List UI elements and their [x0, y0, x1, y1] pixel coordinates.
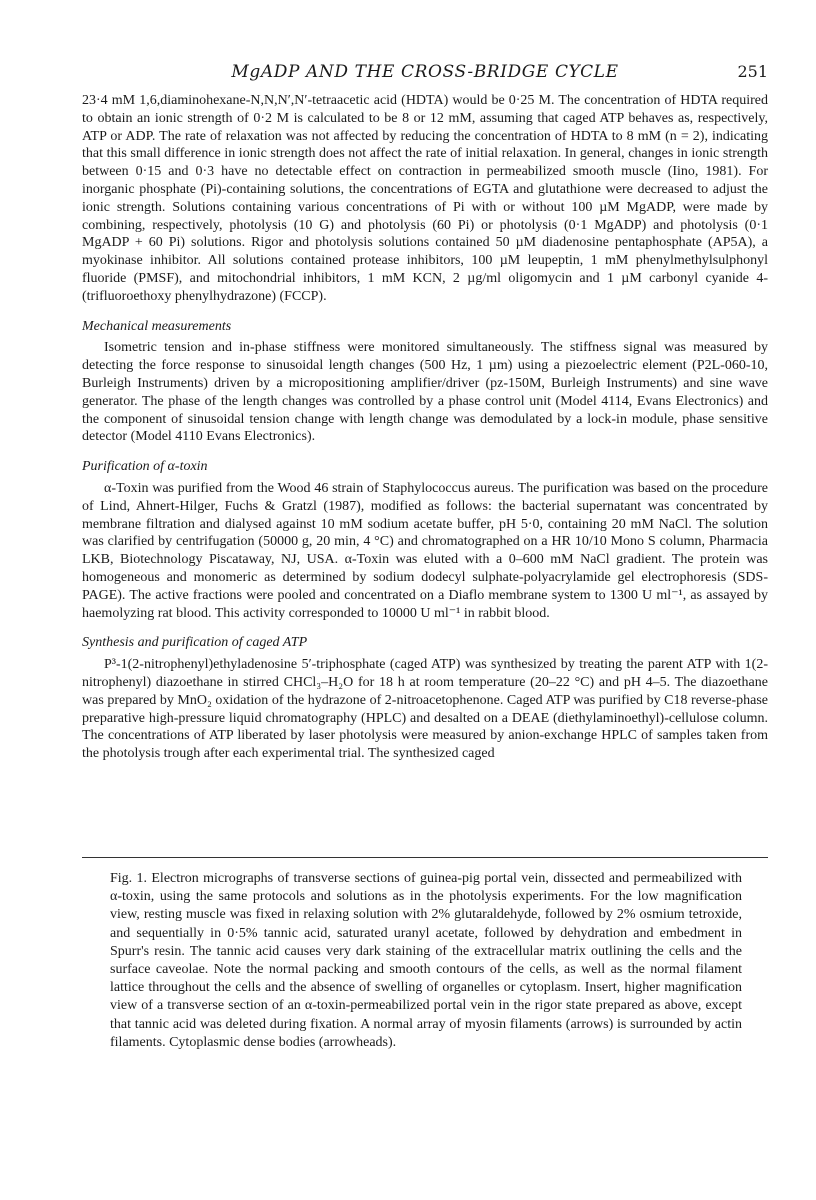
section-paragraph-toxin: α-Toxin was purified from the Wood 46 strain of Staphylococcus aureus. The purification was based on the procedure of Lind, Ahnert-Hilger, Fuchs & Gratzl (1987), modified as follows: the bacterial supernatant was concentrated by membrane filtration and dialysed against 10 mM sodium acetate buffer, pH 5·0, containing 20 mM NaCl. The solution was clarified by centrifugation (50000 g, 20 min, 4 °C) and chromatographed on a HR 10/10 Mono S column, Pharmacia LKB, Biotechnology Piscataway, NJ, USA. α-Toxin was eluted with a 0–600 mM NaCl gradient. The protein was homogeneous and monomeric as determined by sodium dodecyl sulphate-polyacrylamide gel electrophoresis (SDS-PAGE). The active fractions were pooled and concentrated on a Diaflo membrane system to 1300 U ml⁻¹, as assayed by haemolyzing rat blood. This activity corresponded to 10000 U ml⁻¹ in rabbit blood.: [82, 480, 768, 621]
body-text: [82, 92, 768, 763]
figure-caption: [110, 870, 742, 1052]
intro-paragraph: 23·4 mM 1,6,diaminohexane-N,N,N′,N′-tetraacetic acid (HDTA) would be 0·25 M. The concentration of HDTA required to obtain an ionic strength of 0·2 M is calculated to be 8 or 12 mM, assuming that caged ATP behaves as, respectively, ATP or ADP. The rate of relaxation was not affected by reducing the concentration of HDTA to 8 mM (n = 2), indicating that this small difference in ionic strength does not affect the rate of initial relaxation. In general, changes in ionic strength between 0·15 and 0·3 have no detectable effect on contraction in permeabilized smooth muscle (Iino, 1981). For inorganic phosphate (Pi)-containing solutions, the concentrations of EGTA and glutathione were decreased to adjust the ionic strength. Solutions containing various concentrations of Pi with or without 100 µM MgADP, were made by combining, respectively, photolysis (10 G) and photolysis (60 Pi) or photolysis (0·1 MgADP) and photolysis (0·1 MgADP + 60 Pi) solutions. Rigor and photolysis solutions contained 50 µM diadenosine pentaphosphate (AP5A), a myokinase inhibitor. All solutions contained protease inhibitors, 100 µM leupeptin, 1 mM phenylmethylsulphonyl fluoride (PMSF), and mitochondrial inhibitors, 1 mM KCN, 2 µg/ml oligomycin and 1 µM carbonyl cyanide 4-(trifluoroethoxy phenylhydrazone) (FCCP).: [82, 93, 768, 304]
figure-caption-text: Fig. 1. Electron micrographs of transverse sections of guinea-pig portal vein, dissected and permeabilized with α-toxin, using the same protocols and solutions as in the photolysis experiments. For the low magnification view, resting muscle was fixed in relaxing solution with 2% glutaraldehyde, followed by 2% osmium tetroxide, and sequentially in 0·5% tannic acid, saturated uranyl acetate, followed by dehydration and embedment in Spurr's resin. The tannic acid causes very dark staining of the extracellular matrix outlining the cells and the surface caveolae. Note the normal packing and smooth contours of the cells, as well as the normal filament lattice throughout the cells and the absence of swelling of organelles or cytoplasm. Insert, higher magnification view of a transverse section of an α-toxin-permeabilized portal vein in the rigor state prepared as above, except that tannic acid was deleted during fixation. A normal array of myosin filaments (arrows) is surrounded by actin filaments. Cytoplasmic dense bodies (arrowheads).: [110, 871, 742, 1050]
section-paragraph-caged-atp: P³-1(2-nitrophenyl)ethyladenosine 5′-triphosphate (caged ATP) was synthesized by treating the parent ATP with 1(2-nitrophenyl) diazoethane in stirred CHCl₃–H₂O for 18 h at room temperature (20–22 °C) and pH 4–5. The diazoethane was prepared by MnO₂ oxidation of the hydrazone of 2-nitroacetophenone. Caged ATP was purified by C18 reverse-phase preparative high-pressure liquid chromatography (HPLC) and desalted on a DEAE (diethylaminoethyl)-cellulose column. The concentrations of ATP liberated by laser photolysis were measured by anion-exchange HPLC of samples taken from the photolysis trough after each experimental trial. The synthesized caged: [82, 657, 768, 762]
page-number: 251: [737, 62, 768, 81]
caption-divider: [82, 857, 768, 858]
section-heading-caged-atp: Synthesis and purification of caged ATP: [82, 635, 308, 651]
running-title: MgADP AND THE CROSS-BRIDGE CYCLE: [231, 62, 619, 82]
page-header: [82, 62, 768, 84]
section-paragraph-mechanical: Isometric tension and in-phase stiffness were monitored simultaneously. The stiffness signal was measured by detecting the force response to sinusoidal length changes (500 Hz, 1 µm) using a piezoelectric element (P2L-060-10, Burleigh Instruments) driven by a micropositioning amplifier/driver (pz-150M, Burleigh Instruments) and sine wave generator. The phase of the length changes was controlled by a phase control unit (Model 4114, Evans Electronics) and the component of sinusoidal tension change with length change was demodulated by a lock-in module, phase sensitive detector (Model 4110 Evans Electronics).: [82, 340, 768, 445]
section-heading-toxin: Purification of α-toxin: [82, 459, 208, 475]
section-heading-mechanical: Mechanical measurements: [82, 318, 232, 334]
